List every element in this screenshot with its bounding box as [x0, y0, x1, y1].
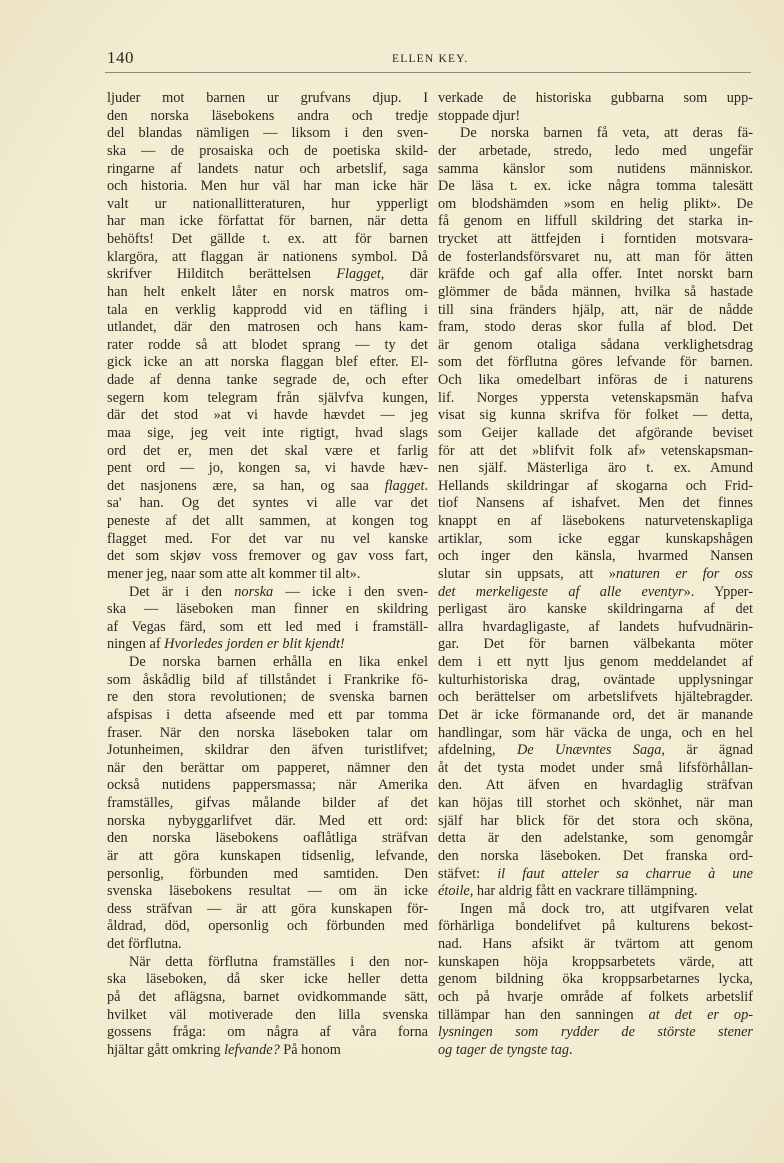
text-line [107, 531, 428, 549]
text-line [438, 231, 753, 249]
text-line [107, 989, 428, 1007]
text-segment: ». Ypper- [683, 583, 753, 600]
text-line [438, 936, 753, 954]
text-segment: sa' han. Og det syntes vi alle var det [107, 495, 428, 512]
text-segment: få genom en liffull skildring det starka in- [438, 213, 753, 230]
italic-text: flagget [384, 477, 425, 494]
text-segment: segern kom telegram från självfva kungen, [107, 389, 428, 406]
text-line [107, 513, 428, 531]
text-line [438, 319, 753, 337]
text-line [107, 1042, 428, 1060]
text-segment: när den berättar om papperet, nämner den [107, 759, 428, 776]
italic-text: Flagget [336, 266, 381, 283]
text-segment: den norska läsebokens oaflåtliga sträfvan [107, 830, 428, 847]
text-segment: dem i ett nytt ljus genom meddelandet af [438, 654, 753, 670]
text-segment: behöfts! Det gällde t. ex. att för barnen [107, 231, 428, 247]
text-segment: lif. Norges yppersta vetenskapsmän hafva [438, 389, 753, 406]
paragraph [107, 584, 428, 655]
text-line [107, 936, 428, 954]
text-segment: peneste af det allt sammen, at kongen tog [107, 513, 428, 529]
text-line [107, 777, 428, 795]
italic-text: det merkeligeste af alle eventyr [438, 583, 684, 600]
text-line [438, 108, 753, 126]
text-line [107, 143, 428, 161]
text-line [107, 654, 428, 672]
text-segment: fraser. När den norska läseboken talar om [107, 724, 428, 741]
text-line [107, 566, 428, 584]
text-line [107, 672, 428, 690]
text-line [438, 407, 753, 425]
text-segment: dade af denna tanke segrade de, och efter [107, 372, 428, 388]
text-segment: . [569, 1041, 573, 1058]
text-segment: . [424, 477, 428, 494]
text-line [107, 425, 428, 443]
text-segment: tillämpar han den sanningen [438, 1006, 649, 1023]
text-segment: framställes, gifvas målande bilder af det [107, 795, 428, 811]
text-line [438, 443, 753, 461]
paragraph [438, 90, 753, 125]
text-segment: också nutidens pappersmassa; när Amerika [107, 777, 428, 794]
text-segment: glömmer de båda männen, hvilka så hastade [438, 283, 753, 300]
italic-text: lefvande? [224, 1041, 280, 1058]
text-segment: mener jeg, naar som atte alt kommer til alt». [107, 565, 361, 582]
text-line [107, 601, 428, 619]
text-line [438, 672, 753, 690]
page-number: 140 [107, 48, 134, 67]
text-segment: slutar sin uppsats, att » [438, 565, 616, 582]
text-segment: allra hvardagligaste, af landets hufvudnärin- [438, 618, 753, 635]
text-segment: kunskapen höja kroppsarbetets värde, att [438, 953, 753, 970]
text-segment: rater rodde så att blodet sprang — ty det [107, 336, 428, 353]
text-line [107, 495, 428, 513]
text-segment: och inger den känsla, hvarmed Nansen [438, 548, 753, 565]
text-segment: och berättelser om arbetslifvets hjältebragder. [438, 689, 753, 706]
text-segment: för att det »blifvit folk af» vetenskapsman- [438, 442, 753, 459]
text-segment: De läsa t. ex. icke några tomma talesätt [438, 178, 753, 195]
text-segment: ska läseboken, då sker icke heller detta [107, 971, 428, 988]
text-line [107, 866, 428, 884]
text-line [438, 425, 753, 443]
text-line [107, 1024, 428, 1042]
text-segment: ljuder mot barnen ur grufvans djup. I [107, 90, 428, 106]
text-segment: hvilket väl motiverade den lilla svenska [107, 1006, 428, 1023]
text-segment: — icke i den sven- [273, 583, 428, 600]
text-segment: maa sige, jeg veit inte rigtigt, hvad slags [107, 424, 428, 441]
text-line [107, 954, 428, 972]
text-segment: åldrad, död, opersonlig och förbunden med [107, 918, 428, 935]
text-line [438, 601, 753, 619]
text-segment: det som skjøv voss fremover og gav voss fart, [107, 548, 428, 565]
text-line [107, 918, 428, 936]
text-line [438, 143, 753, 161]
text-segment: fram, stodo deras skor fulla af blod. Det [438, 319, 753, 336]
text-line [107, 302, 428, 320]
text-line [107, 319, 428, 337]
text-segment: ska — de prosaiska och de poetiska skild- [107, 142, 428, 159]
italic-text: at det er op- [648, 1006, 753, 1023]
text-line [107, 795, 428, 813]
text-line [438, 460, 753, 478]
text-line [438, 266, 753, 284]
text-line [438, 390, 753, 408]
text-segment: , har aldrig fått en vackrare tillämpning. [469, 883, 698, 900]
text-segment: afspisas i detta afseende med ett par tomma [107, 706, 428, 723]
text-line [107, 619, 428, 637]
text-line [107, 707, 428, 725]
text-line [438, 813, 753, 831]
text-line [107, 460, 428, 478]
text-segment: hjältar gått omkring [107, 1041, 225, 1058]
italic-text: il faut atteler sa charrue à une [497, 865, 754, 882]
italic-text: naturen er for oss [615, 565, 753, 582]
text-segment: stoppade djur! [438, 107, 521, 124]
text-line [438, 584, 753, 602]
text-segment: verkade de historiska gubbarna som upp- [438, 90, 753, 106]
text-segment: det förflutna. [107, 936, 182, 952]
text-segment: trycket att ättfejden i forntiden motsvara- [438, 231, 753, 247]
text-segment: Ingen må dock tro, att utgifvaren velat [460, 900, 753, 917]
text-line [438, 636, 753, 654]
text-line [107, 249, 428, 267]
italic-text: norska [234, 583, 274, 600]
text-line [438, 302, 753, 320]
text-segment: har man icke författat för barnen, när detta [107, 213, 428, 230]
italic-text: og tager de tyngste tag [438, 1041, 570, 1058]
paragraph [438, 125, 753, 901]
text-segment: som det förflutna göres lefvande för barnen. [438, 354, 753, 371]
right-column [438, 90, 753, 1059]
text-line [107, 1007, 428, 1025]
text-line [438, 901, 753, 919]
text-line [438, 478, 753, 496]
text-segment: kräfde och gaf alla offer. Intet norskt barn [438, 266, 753, 283]
text-line [438, 918, 753, 936]
text-line [438, 1024, 753, 1042]
text-line [438, 654, 753, 672]
text-line [438, 513, 753, 531]
text-segment: utlandet, där den matrosen och hans kam- [107, 319, 428, 336]
text-segment: artiklar, som icke eggar kunskapshågen [438, 530, 753, 547]
text-segment: , där [380, 266, 428, 283]
text-line [438, 372, 753, 390]
text-line [438, 619, 753, 637]
text-line [107, 584, 428, 602]
italic-text: lysningen som rydder de störste stener [438, 1024, 753, 1041]
text-segment: genom bildning öka kroppsarbetarnes lycka, [438, 971, 753, 988]
text-line [438, 196, 753, 214]
text-segment: klargöra, att flaggan är nationens symbol. Då [107, 248, 428, 265]
text-segment: han helt enkelt låter en norsk matros om- [107, 283, 428, 300]
text-line [107, 196, 428, 214]
text-line [107, 266, 428, 284]
text-line [107, 478, 428, 496]
text-segment: nad. Hans afsikt är tvärtom att genom [438, 936, 753, 952]
text-segment: De norska barnen erhålla en lika enkel [129, 654, 428, 670]
text-line [107, 354, 428, 372]
text-segment: är att göra kunskapen tidsenlig, lefvande, [107, 847, 428, 864]
text-segment: norska nybyggarlifvet där. Med ett ord: [107, 812, 428, 829]
text-segment: ringarne af landets natur och arbetslif, saga [107, 160, 428, 177]
text-segment: gar. Det för barnen välbekanta möter [438, 636, 753, 653]
text-line [438, 989, 753, 1007]
text-segment: personlig, förbunden med samtiden. Den [107, 865, 428, 882]
text-line [107, 108, 428, 126]
text-line [107, 742, 428, 760]
text-line [438, 1007, 753, 1025]
text-line [107, 725, 428, 743]
text-line [438, 178, 753, 196]
text-segment: på det aflägsna, barnet ovidkommande sätt, [107, 988, 428, 1005]
italic-text: étoile [438, 883, 470, 900]
text-line [438, 125, 753, 143]
paragraph [107, 954, 428, 1060]
text-line [438, 161, 753, 179]
text-segment: visat sig kunna skrifva för folket — detta, [438, 407, 753, 424]
text-segment: svenska läsebokens resultat — om än icke [107, 883, 428, 900]
text-segment: de fosterlandsförsvaret nu, att man för ätten [438, 248, 753, 265]
text-segment: ord det er, men det skal være et farlig [107, 442, 428, 459]
text-line [438, 495, 753, 513]
text-line [438, 337, 753, 355]
text-line [107, 813, 428, 831]
text-segment: knappt en af läsebokens naturvetenskapliga [438, 513, 753, 529]
text-line [438, 795, 753, 813]
text-line [438, 284, 753, 302]
text-line [107, 636, 428, 654]
text-segment: åt det tysta modet under små lifsförhållan- [438, 759, 753, 776]
text-segment: förhärliga bondelifvet på kulturens bekost- [438, 918, 753, 935]
text-segment: kan höjas till storhet och skönhet, när man [438, 795, 753, 811]
text-line [107, 231, 428, 249]
text-line [107, 161, 428, 179]
text-line [107, 830, 428, 848]
text-line [438, 213, 753, 231]
text-segment: skrifver Hilditch berättelsen [107, 266, 337, 283]
text-segment: samma känslor som nutidens människor. [438, 160, 753, 177]
text-line [107, 90, 428, 108]
text-segment: stäfvet: [438, 865, 498, 882]
text-segment: Jotunheimen, skildrar den äfven turistlifvet; [107, 742, 428, 759]
paragraph [107, 654, 428, 954]
text-segment: detta är den adelstanke, som genomgår [438, 830, 753, 847]
text-line [438, 725, 753, 743]
text-segment: re den stora revolutionen; de svenska barnen [107, 689, 428, 706]
text-segment: handlingar, som här väcka de unga, och en hel [438, 724, 753, 741]
text-segment: De norska barnen få veta, att deras fä- [460, 125, 753, 142]
text-segment: och historia. Men hur väl har man icke här [107, 178, 428, 195]
text-line [438, 830, 753, 848]
text-segment: På honom [279, 1041, 341, 1058]
text-segment: Hellands skildringar af skogarna och Frid- [438, 477, 753, 494]
text-line [438, 90, 753, 108]
text-segment: afdelning, [438, 742, 517, 759]
text-segment: och på hvarje område af folkets arbetslif [438, 988, 753, 1005]
text-line [438, 249, 753, 267]
text-segment: om blodshämden »som en helig plikt». De [438, 195, 753, 212]
text-segment: Och lika omedelbart införas de i naturens [438, 372, 753, 388]
text-segment: den norska läsebokens andra och tredje [107, 107, 428, 124]
text-segment: dess sträfvan — är att göra kunskapen för- [107, 900, 428, 917]
text-segment: valt ur nationallitteraturen, hur ypperligt [107, 195, 428, 212]
text-line [438, 742, 753, 760]
text-line [438, 531, 753, 549]
text-segment: kulturhistoriska drag, oväntade upplysningar [438, 671, 753, 688]
text-segment: flagget med. For det var nu vel kanske [107, 530, 428, 547]
text-segment: gick icke an att norska flaggan blef efter. El- [107, 354, 428, 371]
text-line [107, 443, 428, 461]
text-line [107, 125, 428, 143]
text-line [107, 883, 428, 901]
text-line [107, 548, 428, 566]
text-segment: gossens fråga: om några af våra forna [107, 1024, 428, 1041]
text-line [438, 866, 753, 884]
text-segment: der arbetade, stredo, ledo med ungefär [438, 142, 753, 159]
text-line [438, 848, 753, 866]
paragraph [438, 901, 753, 1060]
text-segment: som åskådlig bild af tillståndet i Frankrike fö- [107, 671, 428, 688]
text-segment: tiof Nansens af ishafvet. Men det finnes [438, 495, 753, 512]
italic-text: Hvorledes jorden er blit kjendt! [164, 636, 345, 653]
text-segment: af Vegas färd, som ett led med i framställ- [107, 618, 428, 635]
text-line [107, 337, 428, 355]
text-segment: perligast äro kanske skildringarna af det [438, 601, 753, 618]
text-segment: är genom otaliga sådana verklighetsdrag [438, 336, 753, 353]
text-line [438, 760, 753, 778]
text-segment: själf har blick för det stora och sköna, [438, 812, 753, 829]
text-line [107, 760, 428, 778]
text-line [107, 901, 428, 919]
text-line [438, 548, 753, 566]
text-line [107, 848, 428, 866]
running-head: ELLEN KEY. [392, 53, 469, 65]
text-line [438, 566, 753, 584]
text-line [438, 689, 753, 707]
text-line [438, 777, 753, 795]
text-segment: det nasjonens ære, sa han, og saa [107, 477, 385, 494]
paragraph [107, 90, 428, 584]
text-segment: Det är i den [129, 583, 235, 600]
text-line [107, 284, 428, 302]
italic-text: De Unævntes Saga [516, 742, 662, 759]
header-rule [105, 72, 751, 73]
text-segment: När detta förflutna framställes i den nor- [129, 953, 428, 970]
text-segment: del blandas nämligen — liksom i den sven- [107, 125, 428, 142]
text-line [438, 883, 753, 901]
text-line [438, 707, 753, 725]
left-column [107, 90, 428, 1059]
text-segment: pent ord — jo, kongen sa, vi havde hæv- [107, 460, 428, 477]
text-line [107, 390, 428, 408]
text-segment: ningen af [107, 636, 165, 653]
text-line [438, 954, 753, 972]
text-segment: där det stod »at vi havde hævdet — jeg [107, 407, 428, 424]
text-segment: som Geijer kallade det afgörande beviset [438, 424, 753, 441]
text-segment: , är ägnad [661, 742, 754, 759]
text-segment: tala en verklig kapprodd vid en täfling i [107, 301, 428, 318]
text-segment: den norska läseboken. Det franska ord- [438, 847, 753, 864]
text-line [107, 178, 428, 196]
text-line [107, 372, 428, 390]
text-segment: nen själf. Mästerliga äro t. ex. Amund [438, 460, 753, 477]
text-line [107, 971, 428, 989]
text-line [107, 213, 428, 231]
text-line [107, 407, 428, 425]
text-line [438, 354, 753, 372]
text-line [107, 689, 428, 707]
text-segment: till sina fränders hjälp, att, när de nådde [438, 301, 753, 318]
text-segment: Det är icke förmanande ord, det är manande [438, 706, 753, 723]
text-line [438, 971, 753, 989]
text-line [438, 1042, 753, 1060]
text-segment: den. Att äfven en hvardaglig sträfvan [438, 777, 753, 794]
text-segment: ska — läseboken man finner en skildring [107, 601, 428, 618]
